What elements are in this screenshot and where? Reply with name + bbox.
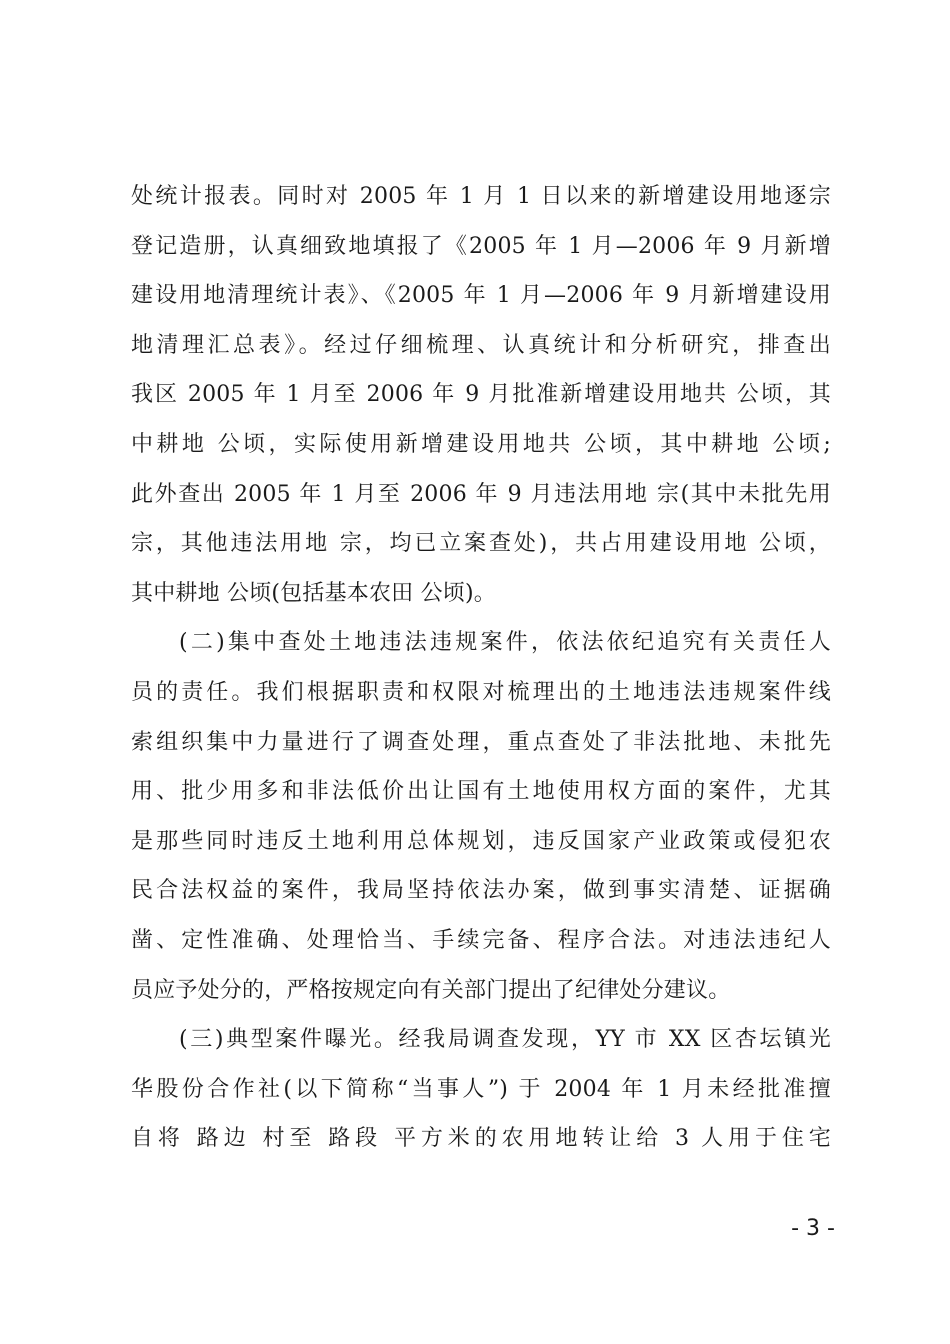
paragraph-heading-2: (二)集中查处土地违法违规案件，依法依纪追究有关责任人 bbox=[179, 630, 831, 656]
text-line: 其中耕地 公顷(包括基本农田 公顷)。 bbox=[131, 580, 496, 606]
text-line: 登记造册，认真细致地填报了《2005 年 1 月—2006 年 9 月新增 bbox=[131, 233, 831, 259]
text-line: 索组织集中力量进行了调查处理，重点查处了非法批地、未批先 bbox=[131, 729, 831, 755]
text-line: 我区 2005 年 1 月至 2006 年 9 月批准新增建设用地共 公顷，其 bbox=[131, 382, 831, 408]
text-line: 华股份合作社(以下简称“当事人”) 于 2004 年 1 月未经批准擅 bbox=[131, 1076, 831, 1102]
text-line: 地清理汇总表》。经过仔细梳理、认真统计和分析研究，排查出 bbox=[131, 332, 831, 358]
text-line: 用、批少用多和非法低价出让国有土地使用权方面的案件，尤其 bbox=[131, 779, 831, 805]
text-line: 此外查出 2005 年 1 月至 2006 年 9 月违法用地 宗(其中未批先用 bbox=[131, 481, 831, 507]
paragraph-heading-3: (三)典型案件曝光。经我局调查发现，YY 市 XX 区杏坛镇光 bbox=[179, 1027, 831, 1053]
text-line: 员应予处分的，严格按规定向有关部门提出了纪律处分建议。 bbox=[131, 977, 731, 1003]
body-text bbox=[131, 172, 831, 1164]
page-number: - 3 - bbox=[791, 1216, 835, 1241]
text-line: 员的责任。我们根据职责和权限对梳理出的土地违法违规案件线 bbox=[131, 679, 831, 705]
text-line: 建设用地清理统计表》、《2005 年 1 月—2006 年 9 月新增建设用 bbox=[131, 283, 831, 309]
text-line: 民合法权益的案件，我局坚持依法办案，做到事实清楚、证据确 bbox=[131, 878, 831, 904]
text-line: 是那些同时违反土地利用总体规划，违反国家产业政策或侵犯农 bbox=[131, 828, 831, 854]
text-line: 宗，其他违法用地 宗，均已立案查处)，共占用建设用地 公顷， bbox=[131, 531, 831, 557]
text-line: 自将 路边 村至 路段 平方米的农用地转让给 3 人用于住宅 bbox=[131, 1126, 831, 1152]
text-line: 中耕地 公顷，实际使用新增建设用地共 公顷，其中耕地 公顷; bbox=[131, 431, 831, 457]
text-line: 凿、定性准确、处理恰当、手续完备、程序合法。对违法违纪人 bbox=[131, 927, 831, 953]
text-line: 处统计报表。同时对 2005 年 1 月 1 日以来的新增建设用地逐宗 bbox=[131, 184, 831, 209]
